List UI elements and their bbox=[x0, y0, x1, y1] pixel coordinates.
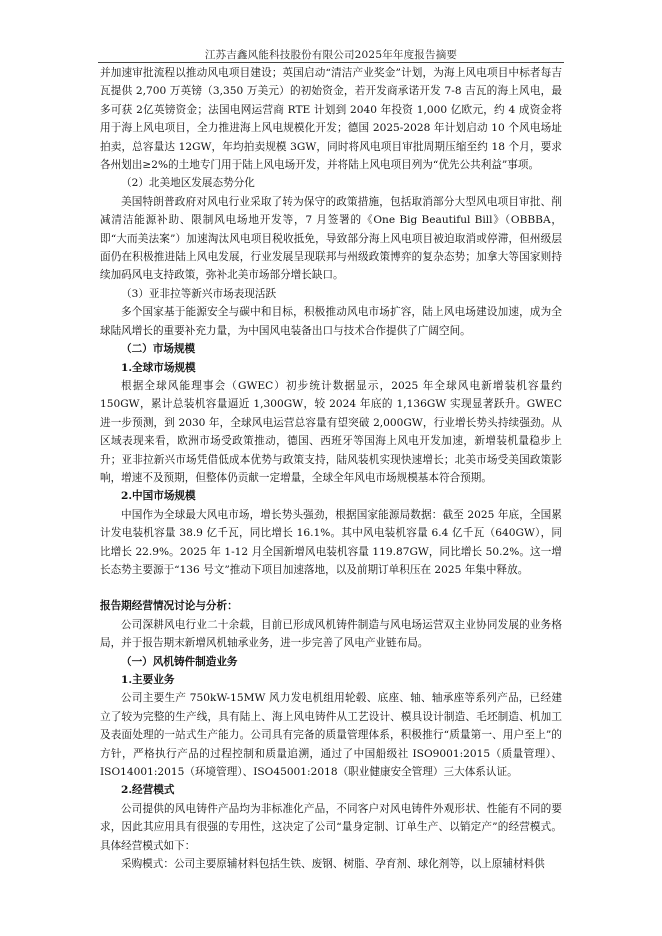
paragraph-business-model: 公司提供的风电铸件产品均为非标准化产品，不同客户对风电铸件外观形状、性能有不同的要求，因此其应用具有很强的专用性，这决定了公司“量身定制、订单生产、以销定产”的经营模式。具体经营模式如下： bbox=[100, 802, 562, 852]
paragraph-main-business: 公司主要生产 750kW-15MW 风力发电机组用轮毂、底座、轴、轴承座等系列产品，已经建立了较为完整的生产线，具有陆上、海上风电铸件从工艺设计、模具设计制造、毛坯制造、机加工及表面处理的一站式生产能力。公司具有完备的质量管理体系，积极推行“质量第一、用户至上”的方针，严格执行产品的过程控制和质量追溯，通过了中国船级社 ISO9001:2015（质量管理）、ISO14001:2015（环境管理）、ISO45001:2018（职业健康安全管理）三大体系认证。 bbox=[100, 692, 562, 779]
heading-main-business: 1.主要业务 bbox=[121, 674, 175, 686]
section-spacer bbox=[100, 579, 562, 597]
paragraph-global-market: 根据全球风能理事会（GWEC）初步统计数据显示，2025 年全球风电新增装机容量约 150GW，累计总装机容量逼近 1,300GW，较 2024 年底的 1,136GW 实现显著跃升。GWEC 进一步预测，到 2030 年，全球风电运营总容量有望突破 2,000GW，行业增长势头持续强劲。从区域表现来看，欧洲市场受政策推动，德国、西班牙等国海上风电开发加速，新增装机量稳步上升；亚非拉新兴市场凭借低成本优势与政策支持，陆风装机实现快速增长；北美市场受美国政策影响，增速不及预期，但整体仍贡献一定增量，全球全年风电市场规模基本符合预期。 bbox=[100, 379, 562, 484]
paragraph-europe-policy: 并加速审批流程以推动风电项目建设；英国启动“清洁产业奖金”计划，为海上风电项目中标者每吉瓦提供 2,700 万英镑（3,350 万美元）的初始资金，若开发商承诺开发 7-8 吉瓦的海上风电，最多可获 2亿英镑资金；法国电网运营商 RTE 计划到 2040 年投资 1,000 亿欧元，约 4 成资金将用于海上风电项目，全力推进海上风电规模化开发；德国 2025-2028 年计划启动 10 个风电场址拍卖，总容量达 12GW，年均拍卖规模 3GW，同时将风电项目审批周期压缩至约 18 个月，要求各州划出≥2%的土地专门用于陆上风电场开发，并将陆上风电项目列为“优先公共利益”事项。 bbox=[100, 67, 562, 172]
header-divider bbox=[98, 62, 564, 63]
heading-operations-discussion: 报告期经营情况讨论与分析： bbox=[100, 600, 238, 613]
paragraph-emerging-markets: 多个国家基于能源安全与碳中和目标，积极推动风电市场扩容，陆上风电场建设加速，成为全球陆风增长的重要补充力量，为中国风电装备出口与技术合作提供了广阔空间。 bbox=[100, 306, 562, 337]
paragraph-north-america: 美国特朗普政府对风电行业采取了转为保守的政策措施，包括取消部分大型风电项目审批、削减清洁能源补助、限制风电场地开发等，7 月签署的《One Big Beautiful Bill》（OBBBA，即“大而美法案”）加速淘汰风电项目税收抵免，导致部分海上风电项目被迫取消或停滞，但州级层面仍在积极推进陆上风电发展，行业发展呈现联邦与州级政策博弈的复杂态势；加拿大等国家则持续加码风电支持政策，弥补北美市场部分增长缺口。 bbox=[100, 195, 562, 282]
heading-casting-business: （一）风机铸件制造业务 bbox=[121, 655, 238, 668]
heading-business-model: 2.经营模式 bbox=[121, 784, 175, 797]
subheading-north-america: （2）北美地区发展态势分化 bbox=[121, 177, 255, 190]
document-body bbox=[100, 64, 562, 873]
heading-global-market: 1.全球市场规模 bbox=[121, 361, 196, 374]
page-header: 江苏吉鑫风能科技股份有限公司2025年年度报告摘要 bbox=[204, 49, 458, 61]
paragraph-china-market: 中国作为全球最大风电市场，增长势头强劲，根据国家能源局数据：截至 2025 年底，全国累计发电装机容量 38.9 亿千瓦，同比增长 16.1%。其中风电装机容量 6.4 亿千瓦（640GW），同比增长 22.9%。2025 年 1-12 月全国新增风电装机容量 119.87GW，同比增长 50.2%。这一增长态势主要源于“136 号文”推动下项目加速落地，以及前期订单积压在 2025 年集中释放。 bbox=[100, 508, 562, 576]
heading-china-market: 2.中国市场规模 bbox=[121, 490, 196, 503]
subheading-emerging-markets: （3）亚非拉等新兴市场表现活跃 bbox=[121, 287, 277, 300]
paragraph-procurement: 采购模式：公司主要原辅材料包括生铁、废钢、树脂、孕育剂、球化剂等，以上原辅材料供 bbox=[121, 858, 545, 871]
heading-market-scale: （二）市场规模 bbox=[121, 343, 196, 356]
paragraph-operations-discussion: 公司深耕风电行业二十余载，目前已形成风机铸件制造与风电场运营双主业协同发展的业务格局，并于报告期末新增风机轴承业务，进一步完善了风电产业链布局。 bbox=[100, 618, 562, 650]
